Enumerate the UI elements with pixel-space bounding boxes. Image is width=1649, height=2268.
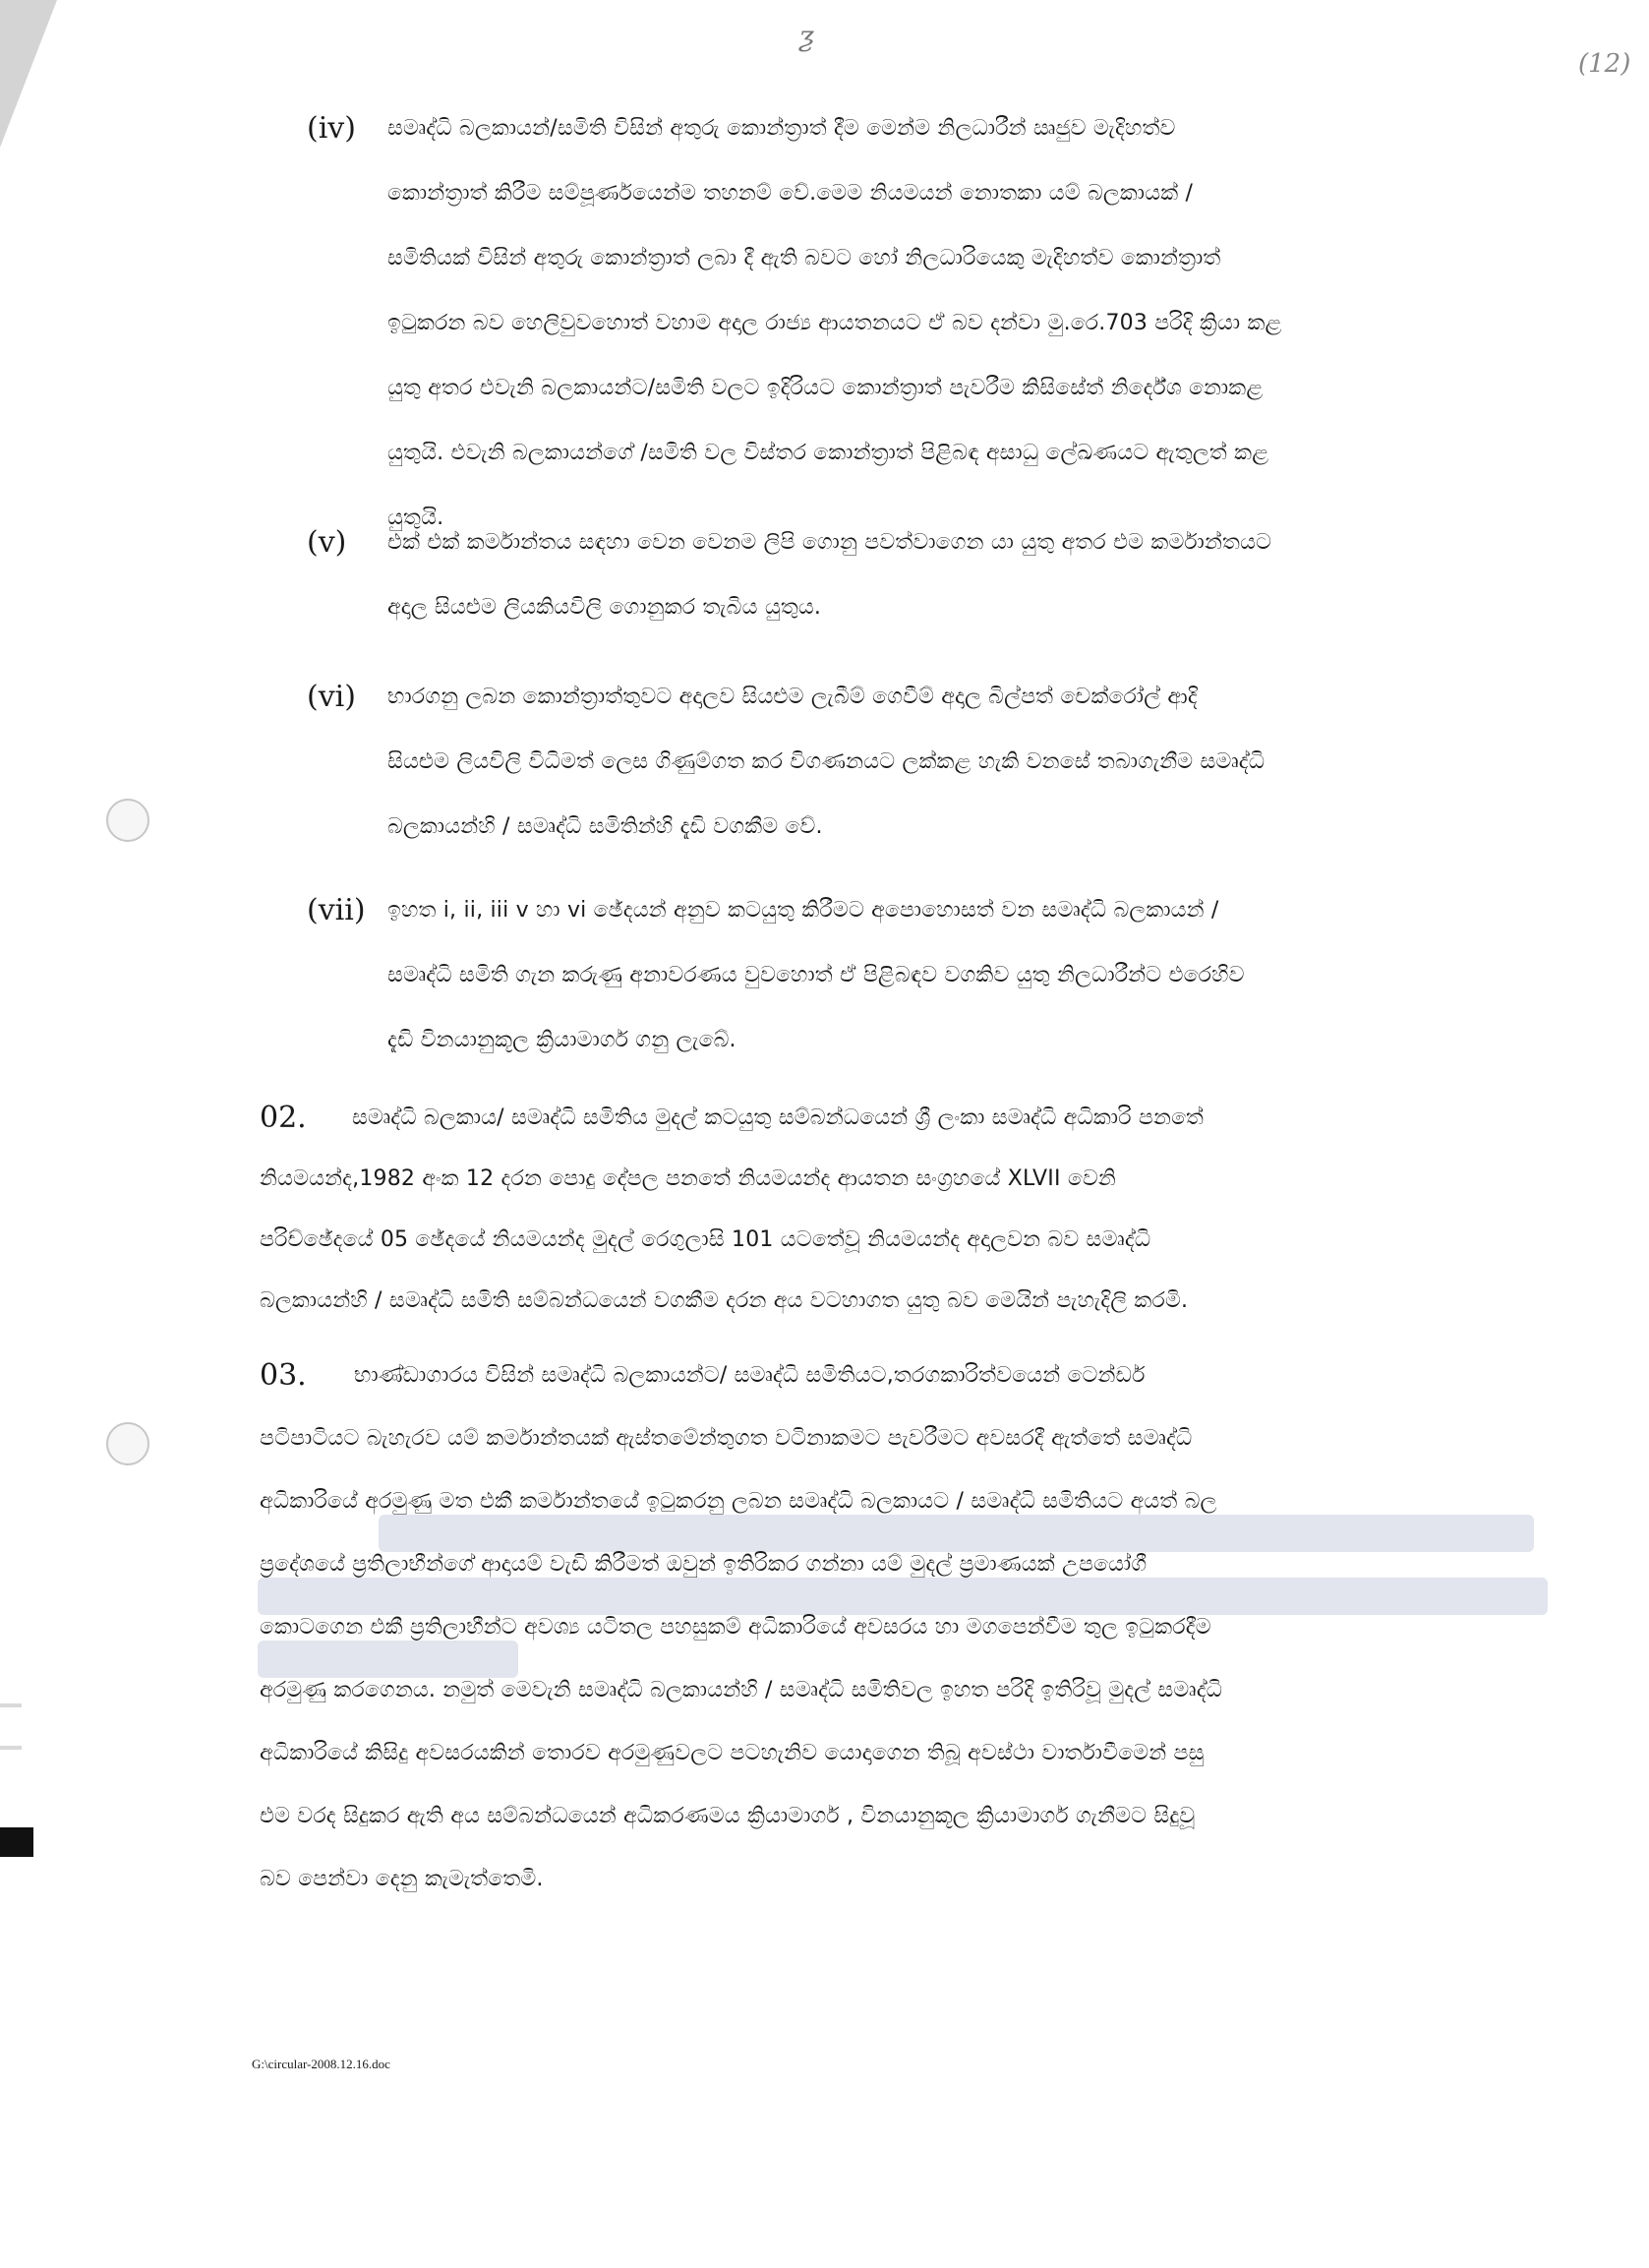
folded-corner [0, 0, 57, 148]
page-number-stamp: (12) [1578, 49, 1631, 79]
scan-edge-mark [0, 1703, 22, 1707]
page-mark: ƺ [798, 20, 814, 52]
paragraph-text: භාණ්ඩාගාරය විසින් සමෘද්ධි බලකායන්ට/ සමෘද්ධි සමිතියට,තරගකාරිත්වයෙන් ටෙන්ඩර් පටිපාටියට බැහැරව යම් කර්මාන්තයක් ඇස්තමේන්තුගත වටිනාකමට පැවරීමට අවසරදී ඇත්තේ සමෘද්ධි අධිකාරියේ අරමුණු මත එකී කර්මාන්තයේ ඉටුකරනු ලබන සමෘද්ධි බලකායට / සමෘද්ධි සමිතියට අයත් බල ප්‍රදේශයේ ප්‍රතිලාභීන්ගේ ආදායම් වැඩි කිරීමත් ඔවුන් ඉතිරිකර ගන්නා යම් මුදල් ප්‍රමාණයක් උපයෝගී කොටගෙන එකී ප්‍රතිලාභීන්ට අවශ්‍ය යටිතල පහසුකම් අධිකාරියේ අවසරය හා මගපෙන්වීම තුල ඉටුකරදීම අරමුණු කරගෙනය. නමුත් මෙවැනි සමෘද්ධි බලකායන්හි / සමෘද්ධි සමිතිවල ඉහත පරිදි ඉතිරිවූ මුදල් සමෘද්ධි අධිකාරියේ කිසිදු අවසරයකින් තොරව අරමුණුවලට පටහැනිව යොදාගෙන තිබූ අවස්ථා වාර්තාවීමෙන් පසු එම වරද සිදුකර ඇති අය සම්බන්ධයෙන් අධිකරණමය ක්‍රියාමාර්ග , විනයානුකූල ක්‍රියාමාර්ග ගැනීමට සිදුවූ බව පෙන්වා දෙනු කැමැත්තෙමි. [260, 1363, 1223, 1891]
list-item-text: භාරගනු ලබන කොන්ත්‍රාත්තුවට අදාලව සියළුම ලැබීම් ගෙවීම් අදාල බිල්පත් චෙක්රෝල් ආදි සියළුම ලියවිලි විධිමත් ලෙස ගිණුම්ගත කර විගණනයට ලක්කළ හැකි වනසේ තබාගැනීම සමෘද්ධි බලකායන්හි / සමෘද්ධි සමිතින්හි දැඩි වගකීම වේ. [387, 685, 1266, 839]
list-item [307, 510, 1462, 640]
punch-hole-icon [106, 1422, 149, 1465]
list-item-number: (vii) [307, 893, 366, 927]
paragraph-02 [260, 1088, 1450, 1332]
list-item [307, 96, 1462, 551]
paragraph-number: 03. [260, 1358, 307, 1393]
file-path-footer: G:\circular-2008.12.16.doc [252, 2057, 390, 2071]
paragraph-text: සමෘද්ධි බලකාය/ සමෘද්ධි සමිතිය මුදල් කටයුතු සම්බන්ධයෙන් ශ්‍රී ලංකා සමෘද්ධි අධිකාරි පනතේ නියමයන්ද,1982 අංක 12 දරන පොදු දේපල පනතේ නියමයන්ද ආයතන සංග්‍රහයේ XLVII වෙනි පරිච්ඡේදයේ 05 ඡේදයේ නියමයන්ද මුදල් රෙගුලාසි 101 යටතේවූ නියමයන්ද අදාලවන බව සමෘද්ධි බලකායන්හි / සමෘද්ධි සමිති සම්බන්ධයෙන් වගකීම දරන අය වටහාගත යුතු බව මෙයින් පැහැදිලි කරමි. [260, 1105, 1205, 1313]
punch-hole-icon [106, 799, 149, 842]
list-item-number: (iv) [307, 111, 356, 146]
list-item-text: එක් එක් කර්මාන්තය සඳහා වෙන වෙනම ලිපි ගොනු පවත්වාගෙන යා යුතු අතර එම කර්මාන්තයට අදාල සියළුම ලියකියවිලි ගොනුකර තැබිය යුතුය. [387, 530, 1272, 620]
list-item-text: සමෘද්ධි බලකායන්/සමිති විසින් අතුරු කොන්ත්‍රාත් දීම මෙන්ම නිලධාරීන් ඍජුව මැදිහත්ව කොන්ත්‍රාත් කිරීම සම්පූර්ණයෙන්ම තහනම් වේ.මෙම නියමයන් නොතකා යම් බලකායක් / සමිතියක් විසින් අතුරු කොන්ත්‍රාත් ලබා දී ඇති බවට හෝ නිලධාරියෙකු මැදිහත්ව කොන්ත්‍රාත් ඉටුකරන බව හෙලිවුවහොත් වහාම අදාල රාජ්‍ය ආයතනයට ඒ බව දන්වා මු.රෙ.703 පරිදි ක්‍රියා කළ යුතු අතර එවැනි බලකායන්ට/සමිති වලට ඉදිරියට කොන්ත්‍රාත් පැවරීම කිසිසේත් නිර්දේශ නොකළ යුතුයි. එවැනි බලකායන්ගේ /සමිති වල විස්තර කොන්ත්‍රාත් පිළිබඳ අසාධු ලේඛණයට ඇතුලත් කළ යුතුයි. [387, 116, 1282, 530]
list-item [307, 878, 1462, 1073]
paragraph-03 [260, 1344, 1450, 1911]
list-item-number: (vi) [307, 680, 356, 714]
scan-edge-bar [0, 1827, 33, 1857]
list-item-number: (v) [307, 525, 347, 560]
list-item-text: ඉහත i, ii, iii v හා vi ඡේදයන් අනුව කටයුතු කිරීමට අපොහොසත් වන සමෘද්ධි බලකායන් / සමෘද්ධි සමිති ගැන කරුණු අනාවරණය වුවහොත් ඒ පිළිබඳව වගකිව යුතු නිලධාරීන්ට එරෙහිව දැඩි විනයානුකූල ක්‍රියාමාර්ග ගනු ලැබේ. [387, 898, 1245, 1052]
list-item [307, 665, 1462, 860]
paragraph-number: 02. [260, 1101, 307, 1135]
scan-edge-mark [0, 1746, 22, 1750]
